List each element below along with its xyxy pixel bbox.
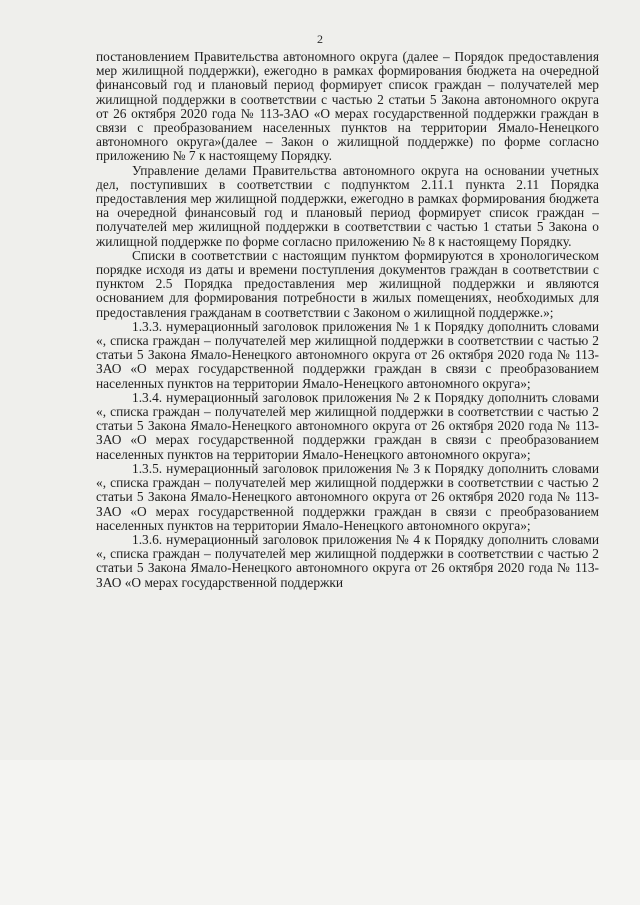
paragraph-1-3-5: 1.3.5. нумерационный заголовок приложения № 3 к Порядку дополнить словами «, списка граждан – получателей мер жилищной поддержки в соответствии с частью 2 статьи 5 Закона Ямало-Ненецкого автономного округа от 26 октября 2020 года № 113-ЗАО «О мерах государственной поддержки граждан в связи с преобразованием населенных пунктов на территории Ямало-Ненецкого автономного округа»; (96, 460, 599, 533)
document-body (96, 50, 599, 590)
paragraph-administration: Управление делами Правительства автономного округа на основании учетных дел, поступивших в соответствии с подпунктом 2.11.1 пункта 2.11 Порядка предоставления мер жилищной поддержки, ежегодно в рамках формирования бюджета на очередной финансовый год и плановый период формирует список граждан – получателей мер жилищной поддержки в соответствии с частью 1 статьи 5 Закона о жилищной поддержке по форме согласно приложению № 8 к настоящему Порядку. (96, 162, 599, 249)
paragraph-lists: Списки в соответствии с настоящим пунктом формируются в хронологическом порядке исходя из даты и времени поступления документов граждан в соответствии с пунктом 2.5 Порядка предоставления мер жилищной поддержки и являются основанием для формирования потребности в жилых помещениях, необходимых для предоставления гражданам в соответствии с Законом о жилищной поддержке.»; (96, 247, 599, 320)
paragraph-1-3-6: 1.3.6. нумерационный заголовок приложения № 4 к Порядку дополнить словами «, списка граждан – получателей мер жилищной поддержки в соответствии с частью 2 статьи 5 Закона Ямало-Ненецкого автономного округа от 26 октября 2020 года № 113-ЗАО «О мерах государственной поддержки (96, 531, 599, 590)
page-number: 2 (317, 32, 323, 46)
paragraph-1-3-4: 1.3.4. нумерационный заголовок приложения № 2 к Порядку дополнить словами «, списка граждан – получателей мер жилищной поддержки в соответствии с частью 2 статьи 5 Закона Ямало-Ненецкого автономного округа от 26 октября 2020 года № 113-ЗАО «О мерах государственной поддержки граждан в связи с преобразованием населенных пунктов на территории Ямало-Ненецкого автономного округа»; (96, 389, 599, 462)
paragraph-continuation: постановлением Правительства автономного округа (далее – Порядок предоставления мер жилищной поддержки), ежегодно в рамках формирования бюджета на очередной финансовый год и плановый период формирует список граждан – получателей мер жилищной поддержки в соответствии с частью 2 статьи 5 Закона автономного округа от 26 октября 2020 года № 113-ЗАО «О мерах государственной поддержки граждан в связи с преобразованием населенных пунктов на территории Ямало-Ненецкого автономного округа»(далее – Закон о жилищной поддержке) по форме согласно приложению № 7 к настоящему Порядку. (96, 49, 599, 164)
paragraph-1-3-3: 1.3.3. нумерационный заголовок приложения № 1 к Порядку дополнить словами «, списка граждан – получателей мер жилищной поддержки в соответствии с частью 2 статьи 5 Закона Ямало-Ненецкого автономного округа от 26 октября 2020 года № 113-ЗАО «О мерах государственной поддержки граждан в связи с преобразованием населенных пунктов на территории Ямало-Ненецкого автономного округа»; (96, 318, 599, 391)
